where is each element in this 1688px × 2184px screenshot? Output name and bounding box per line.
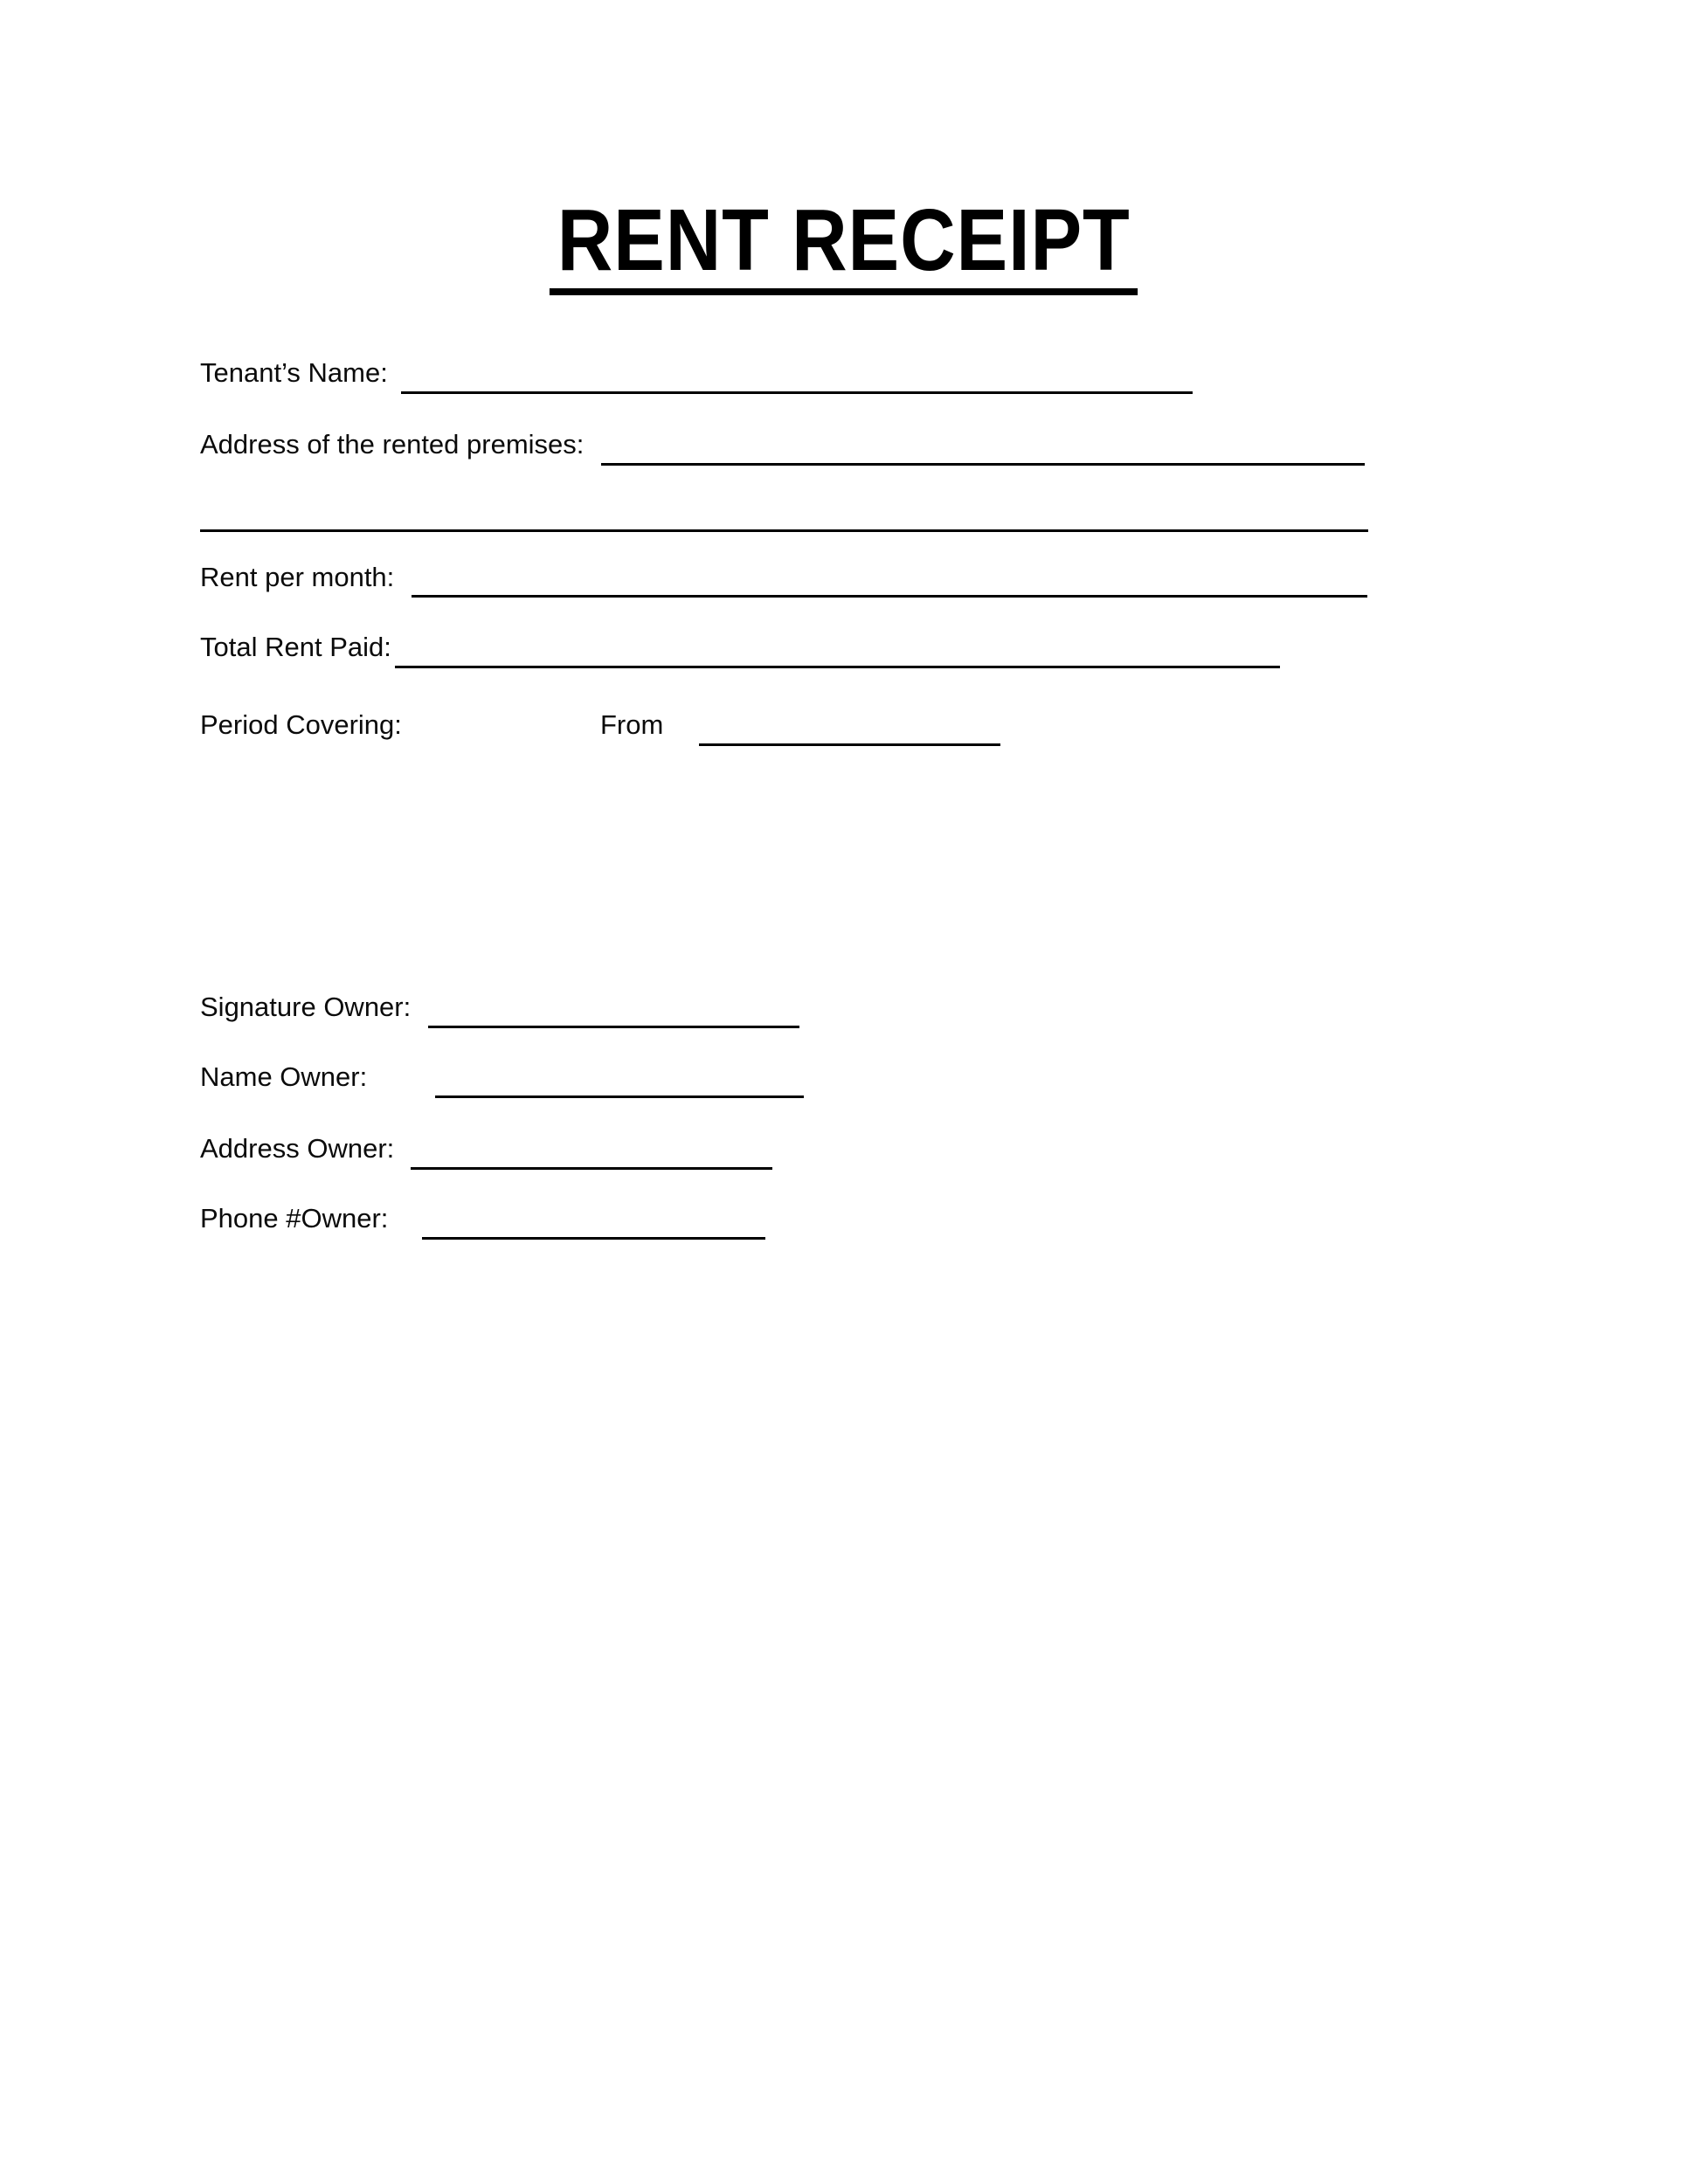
name-owner-blank[interactable] xyxy=(435,1066,804,1098)
rented-premises-address-label: Address of the rented premises: xyxy=(200,429,585,460)
name-owner-label: Name Owner: xyxy=(200,1061,368,1092)
period-covering-from-label: From xyxy=(600,709,664,740)
tenant-name-label: Tenant’s Name: xyxy=(200,357,388,388)
phone-owner-blank[interactable] xyxy=(422,1207,765,1240)
signature-owner-blank[interactable] xyxy=(428,996,799,1028)
signature-owner-label: Signature Owner: xyxy=(200,992,412,1022)
period-covering-from-blank[interactable] xyxy=(699,714,1000,746)
rented-premises-address-blank[interactable] xyxy=(601,433,1365,466)
rented-premises-address-blank-line2[interactable] xyxy=(200,500,1368,532)
total-rent-paid-label: Total Rent Paid: xyxy=(200,632,391,662)
page-title xyxy=(0,191,1688,295)
address-owner-blank[interactable] xyxy=(411,1137,772,1170)
tenant-name-blank[interactable] xyxy=(401,362,1193,394)
address-owner-label: Address Owner: xyxy=(200,1133,395,1164)
total-rent-paid-blank[interactable] xyxy=(395,636,1280,668)
page-title-text: RENT RECEIPT xyxy=(550,194,1138,295)
rent-per-month-label: Rent per month: xyxy=(200,562,395,592)
period-covering-label: Period Covering: xyxy=(200,709,402,740)
phone-owner-label: Phone #Owner: xyxy=(200,1203,389,1234)
rent-per-month-blank[interactable] xyxy=(412,565,1367,598)
